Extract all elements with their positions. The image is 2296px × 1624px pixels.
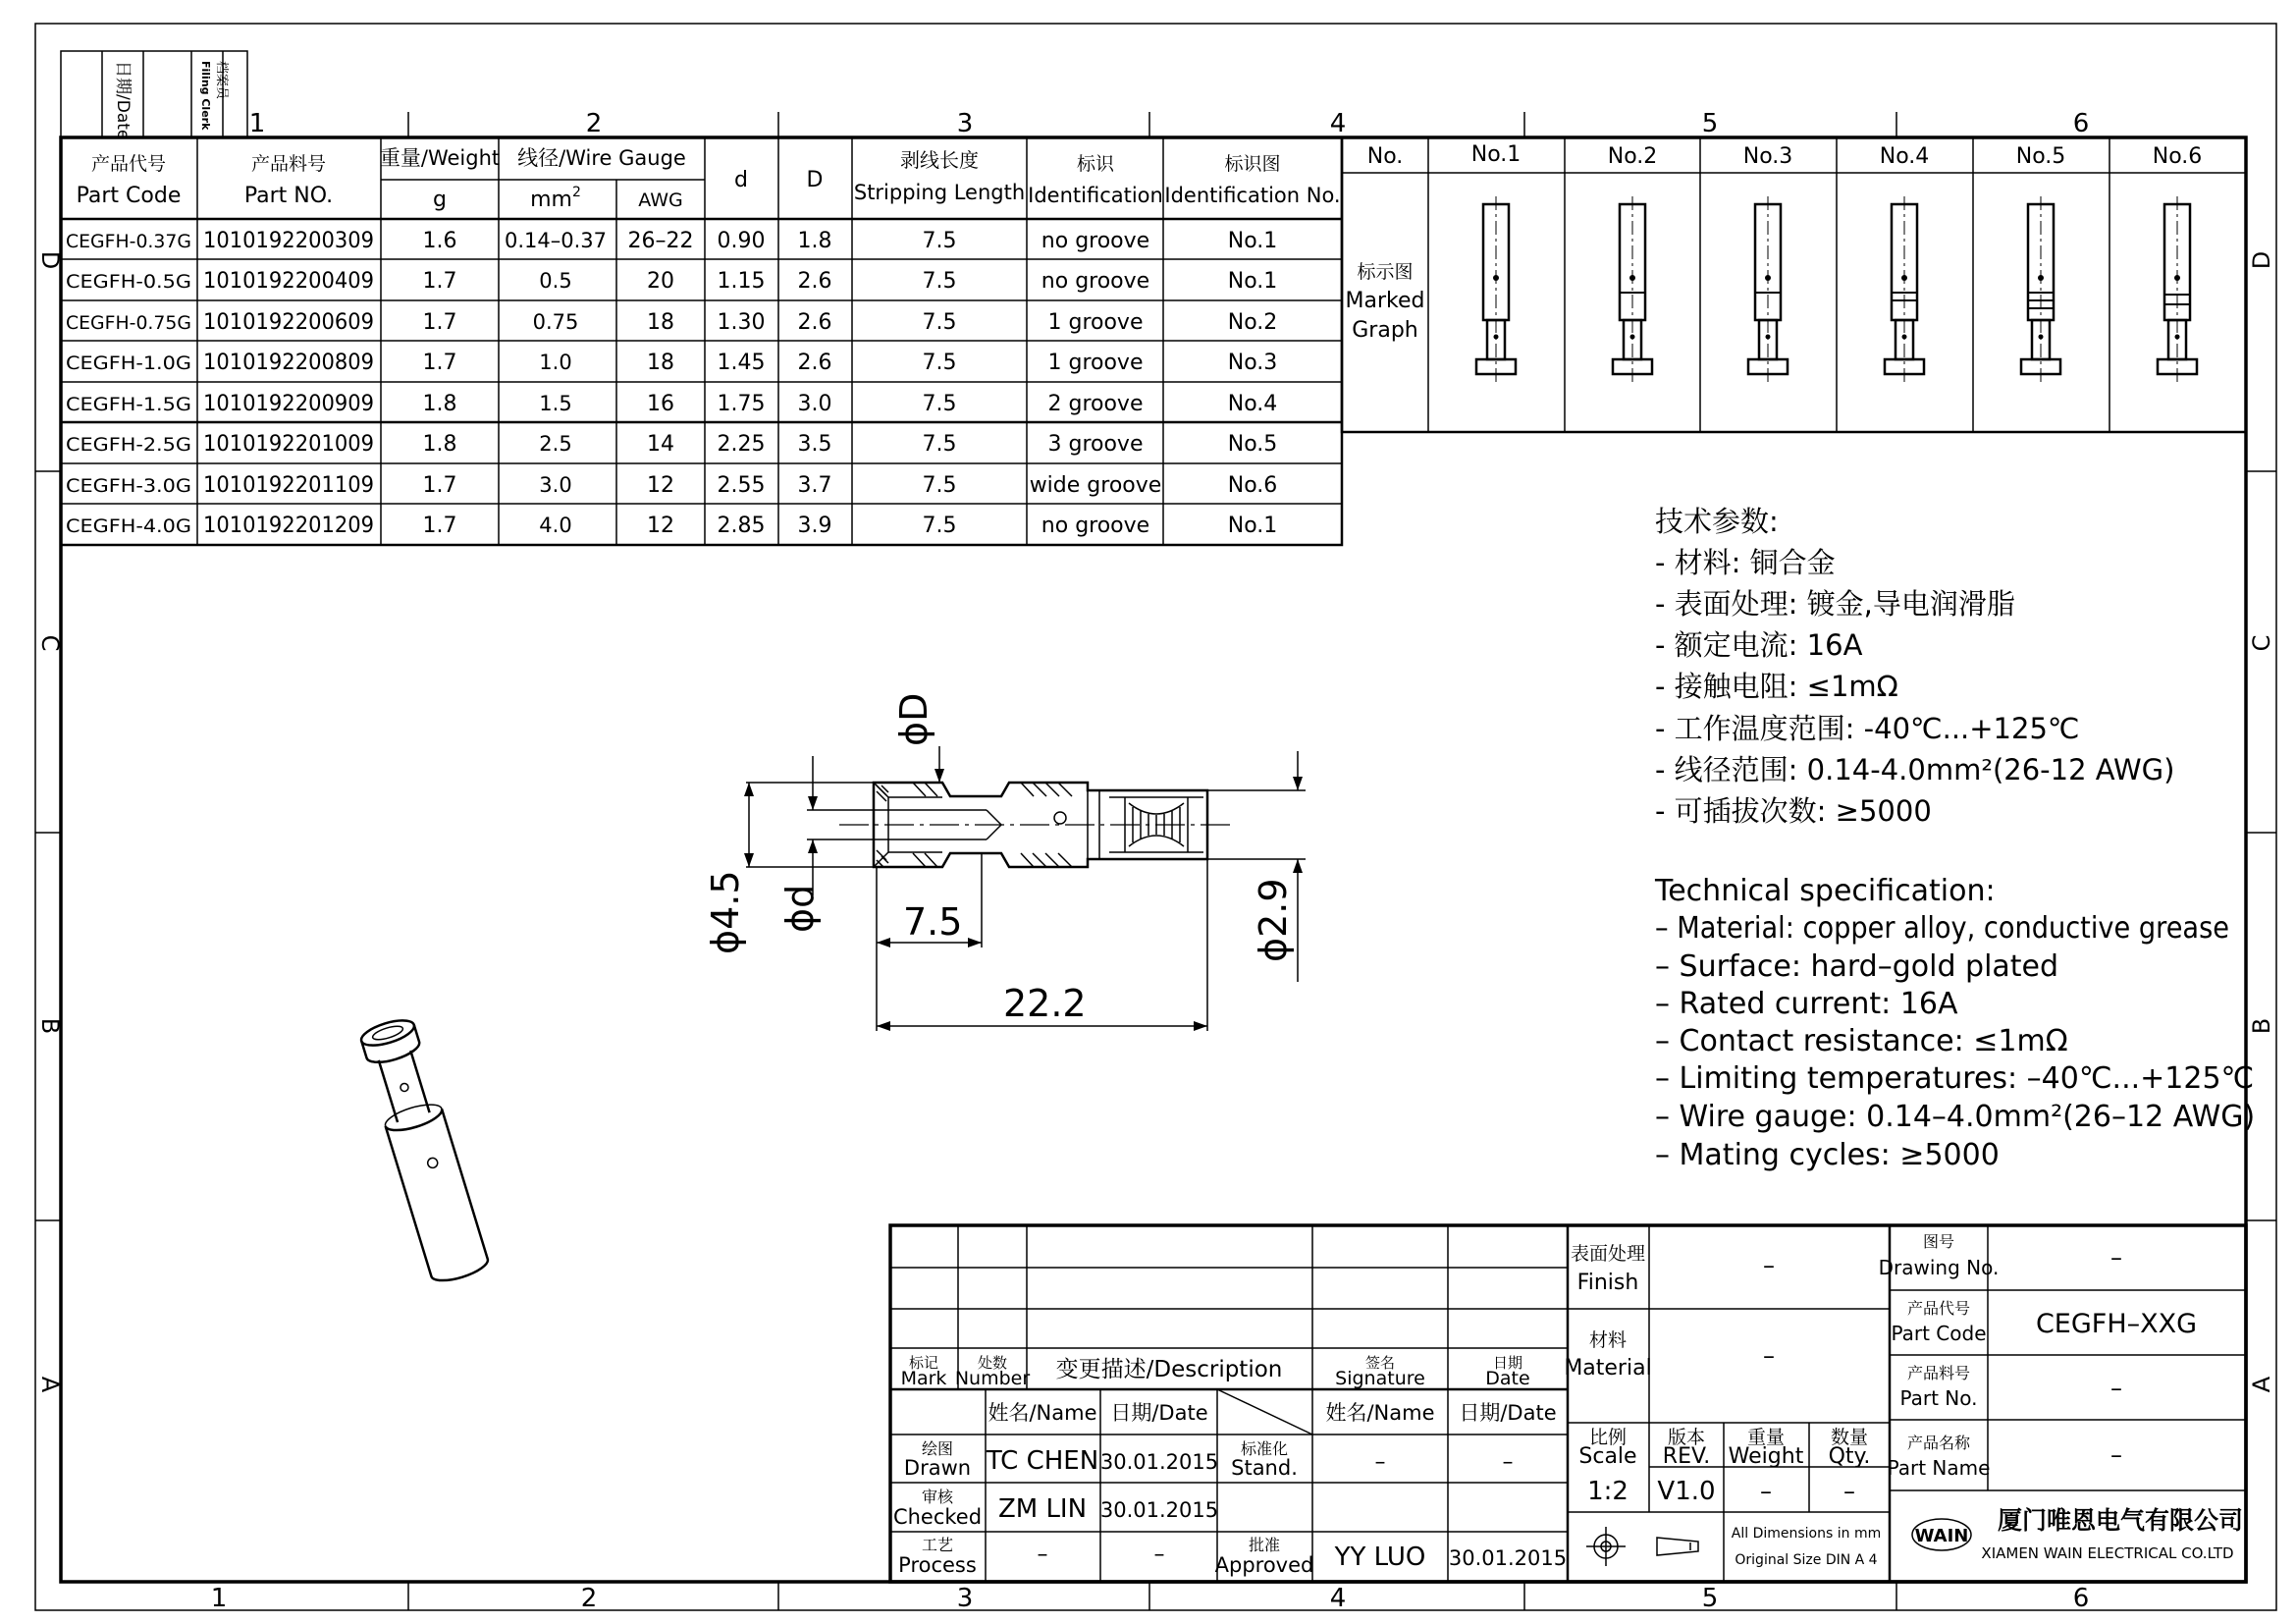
table-cell: wide groove (1029, 472, 1162, 498)
marked-header-2: No.2 (1607, 144, 1658, 169)
marked-pin-4 (1885, 196, 1924, 383)
table-cell: 1010192200309 (203, 228, 374, 253)
zone-row-b-right: B (2248, 1017, 2275, 1035)
tb-date-en: Date (1485, 1368, 1530, 1389)
table-cell: 7.5 (922, 228, 957, 253)
table-cell: 2.55 (717, 472, 766, 498)
zone-col-3-top: 3 (956, 109, 974, 138)
table-cell: CEGFH-0.75G (66, 311, 191, 334)
table-cell: CEGFH-4.0G (66, 514, 191, 537)
tb-partname-en: Part Name (1887, 1456, 1991, 1480)
zone-col-6-bottom: 6 (2072, 1584, 2090, 1613)
table-cell: 7.5 (922, 350, 957, 375)
tb-material-value: – (1763, 1342, 1775, 1370)
tb-approved-en: Approved (1214, 1553, 1314, 1577)
tb-stand-date: – (1502, 1450, 1514, 1475)
tech-en-3: – Rated current: 16A (1655, 987, 1958, 1021)
table-row (66, 310, 1277, 335)
table-cell: 0.14–0.37 (504, 228, 608, 252)
table-cell: 4.0 (539, 513, 572, 537)
dim-222: 22.2 (1003, 982, 1087, 1025)
tb-partname-value: – (2110, 1441, 2122, 1469)
zone-ticks-top (408, 112, 1896, 137)
tb-checked-en: Checked (892, 1505, 983, 1529)
table-cell: 1.7 (422, 350, 457, 375)
table-cell: CEGFH-0.5G (66, 270, 191, 293)
table-cell: 1010192200909 (203, 391, 374, 416)
table-cell: 3.7 (797, 472, 832, 498)
zone-col-1-bottom: 1 (210, 1584, 228, 1613)
table-cell: 7.5 (922, 309, 957, 335)
tech-cn-5: - 工作温度范围: -40℃...+125℃ (1655, 712, 2080, 745)
tb-checked-date: 30.01.2015 (1099, 1498, 1219, 1522)
table-cell: No.2 (1227, 309, 1278, 335)
marked-pin-5 (2021, 196, 2060, 383)
tech-en-5: – Limiting temperatures: –40℃...+125℃ (1655, 1061, 2255, 1096)
tb-finish-en: Finish (1576, 1271, 1639, 1295)
tb-partname-cn: 产品名称 (1906, 1434, 1971, 1452)
filing-clerk-en: Filing Clerk (199, 61, 212, 131)
hdr-part-no-cn: 产品料号 (250, 153, 327, 175)
tb-stand-cn: 标准化 (1240, 1439, 1289, 1458)
tb-partcode-value: CEGFH–XXG (2035, 1309, 2198, 1339)
tb-description: 变更描述/Description (1055, 1357, 1283, 1382)
table-cell: 3.5 (797, 431, 832, 457)
zone-ticks-bottom (408, 1582, 1896, 1610)
tb-signature-cn: 签名 (1364, 1354, 1396, 1372)
zone-col-4-bottom: 4 (1329, 1584, 1347, 1613)
table-cell: 7.5 (922, 513, 957, 538)
table-row (66, 229, 1277, 253)
marked-pin-3 (1748, 196, 1788, 383)
table-cell: 3 groove (1047, 431, 1144, 457)
hdr-weight-unit: g (433, 188, 447, 212)
tb-partcode-cn: 产品代号 (1906, 1299, 1971, 1318)
table-cell: No.1 (1227, 228, 1278, 253)
tech-en-7: – Mating cycles: ≥5000 (1655, 1138, 2000, 1172)
table-cell: 0.90 (717, 228, 766, 253)
table-cell: 2.6 (797, 309, 832, 335)
company-name-cn: 厦门唯恩电气有限公司 (1997, 1506, 2244, 1535)
table-cell: 1.30 (717, 309, 766, 335)
tech-en-1: – Material: copper alloy, conductive grease (1655, 911, 2229, 946)
tech-cn-1: - 材料: 铜合金 (1655, 546, 1836, 579)
filing-box (61, 51, 247, 139)
table-cell: 1.8 (422, 431, 457, 457)
zone-col-6-top: 6 (2072, 109, 2090, 138)
tb-qty-cn: 数量 (1830, 1427, 1869, 1448)
table-cell: 2 groove (1047, 391, 1144, 416)
table-cell: 0.5 (539, 268, 572, 293)
tech-cn-6: - 线径范围: 0.14-4.0mm²(26-12 AWG) (1655, 753, 2175, 786)
table-cell: No.3 (1227, 350, 1278, 375)
table-cell: No.1 (1227, 513, 1278, 538)
marked-pin-1 (1476, 196, 1516, 383)
table-row (66, 432, 1277, 457)
marked-header-4: No.4 (1879, 144, 1930, 169)
table-cell: 12 (647, 513, 674, 538)
table-row (66, 514, 1277, 538)
dim-75: 7.5 (903, 900, 963, 944)
table-cell: 1.8 (422, 391, 457, 416)
tb-rev-value: V1.0 (1657, 1477, 1716, 1506)
table-cell: 20 (647, 268, 674, 294)
tb-name-hdr-2: 姓名/Name (1325, 1401, 1435, 1425)
zone-row-c-right: C (2248, 634, 2275, 652)
tb-partcode-en: Part Code (1891, 1322, 1987, 1345)
zone-col-2-top: 2 (585, 109, 603, 138)
table-cell: 3.0 (539, 472, 572, 497)
table-cell: 1010192200409 (203, 268, 374, 294)
tb-scale-cn: 比例 (1588, 1427, 1628, 1448)
marked-header-5: No.5 (2015, 144, 2066, 169)
hdr-part-code-en: Part Code (76, 184, 182, 208)
zone-row-b-left: B (36, 1017, 64, 1035)
hdr-part-code-cn: 产品代号 (90, 153, 167, 175)
marked-graph-table (1342, 137, 2246, 432)
marked-header-1: No.1 (1470, 142, 1522, 167)
hdr-part-no-en: Part NO. (243, 184, 334, 208)
table-cell: CEGFH-2.5G (66, 433, 191, 456)
tb-rev-en: REV. (1662, 1444, 1711, 1469)
tb-mark-en: Mark (900, 1368, 947, 1389)
tech-cn-0: 技术参数: (1655, 505, 1779, 538)
table-cell: 7.5 (922, 391, 957, 416)
tb-drawn-name: TC CHEN (986, 1446, 1099, 1476)
table-cell: 1.0 (539, 350, 572, 374)
table-cell: 1.45 (717, 350, 766, 375)
zone-row-c-left: C (36, 634, 64, 652)
tb-partno-value: – (2110, 1375, 2122, 1402)
hdr-identno-en: Identification No. (1164, 184, 1341, 207)
table-cell: 7.5 (922, 268, 957, 294)
tech-en-0: Technical specification: (1655, 874, 1996, 908)
table-cell: no groove (1041, 228, 1150, 253)
table-cell: 1.15 (717, 268, 766, 294)
marked-header-3: No.3 (1742, 144, 1793, 169)
dim-phiD: ϕD (892, 692, 935, 746)
zone-row-d-left: D (36, 250, 64, 270)
tech-cn-3: - 额定电流: 16A (1655, 628, 1863, 662)
table-cell: 1.7 (422, 268, 457, 294)
dim-phi45: ϕ4.5 (704, 870, 747, 954)
marked-pin-2 (1613, 196, 1652, 383)
table-cell: 18 (647, 350, 674, 375)
tb-finish-value: – (1763, 1252, 1775, 1279)
tech-cn-4: - 接触电阻: ≤1mΩ (1655, 670, 1898, 703)
tb-qty-value: – (1843, 1478, 1855, 1505)
tb-stand-name: – (1374, 1450, 1386, 1475)
table-cell: 12 (647, 472, 674, 498)
tb-number-en: Number (954, 1368, 1031, 1389)
hdr-ident-en: Identification (1028, 184, 1163, 207)
table-cell: No.6 (1227, 472, 1278, 498)
hdr-identno-cn: 标识图 (1224, 153, 1281, 175)
tb-rev-cn: 版本 (1667, 1427, 1706, 1448)
table-cell: 14 (647, 431, 674, 457)
zone-row-d-right: D (2248, 250, 2275, 270)
tb-approved-cn: 批准 (1248, 1536, 1281, 1554)
tb-process-date: – (1153, 1543, 1165, 1567)
table-cell: CEGFH-3.0G (66, 474, 191, 497)
isometric-pin-view (356, 1015, 490, 1286)
table-cell: 1.7 (422, 513, 457, 538)
hdr-d: d (734, 168, 748, 192)
tb-signature-en: Signature (1335, 1368, 1425, 1389)
table-cell: 1.8 (797, 228, 832, 253)
table-cell: CEGFH-0.37G (66, 230, 191, 252)
marked-label-en2: Graph (1352, 318, 1418, 343)
hdr-weight: 重量/Weight (379, 146, 501, 170)
table-cell: 16 (647, 391, 674, 416)
tb-process-name: – (1037, 1543, 1048, 1567)
filing-clerk-cn: 档案员 (214, 61, 229, 100)
table-cell: 2.6 (797, 350, 832, 375)
tb-scale-value: 1:2 (1587, 1477, 1629, 1506)
zone-col-4-top: 4 (1329, 109, 1347, 138)
table-row (66, 269, 1277, 294)
tb-date-hdr-1: 日期/Date (1110, 1401, 1208, 1425)
table-cell: 1010192201109 (203, 472, 374, 498)
table-cell: 1.7 (422, 309, 457, 335)
table-row (66, 473, 1277, 498)
tb-qty-en: Qty. (1828, 1444, 1871, 1469)
table-cell: 0.75 (532, 309, 579, 334)
tb-date-hdr-2: 日期/Date (1459, 1401, 1557, 1425)
table-row (66, 392, 1277, 416)
zone-col-5-bottom: 5 (1701, 1584, 1719, 1613)
dim-phid: ϕd (778, 884, 822, 933)
tb-number-cn: 处数 (977, 1354, 1008, 1372)
hdr-strip-cn: 剥线长度 (900, 148, 979, 172)
marked-no-header: No. (1366, 144, 1404, 169)
table-cell: No.1 (1227, 268, 1278, 294)
tb-mark-cn: 标记 (908, 1354, 939, 1372)
tb-partno-en: Part No. (1899, 1386, 1978, 1410)
table-cell: No.5 (1227, 431, 1278, 457)
tb-dims-note-1: All Dimensions in mm (1731, 1526, 1882, 1542)
zone-col-5-top: 5 (1701, 109, 1719, 138)
tb-weight-value: – (1760, 1478, 1772, 1505)
tb-approved-date: 30.01.2015 (1448, 1546, 1568, 1570)
tech-cn-7: - 可插拔次数: ≥5000 (1655, 794, 1932, 828)
table-cell: 2.85 (717, 513, 766, 538)
dim-phi29: ϕ2.9 (1252, 878, 1295, 962)
tb-process-en: Process (898, 1553, 977, 1577)
table-cell: No.4 (1227, 391, 1278, 416)
tb-weight-cn: 重量 (1746, 1427, 1786, 1448)
tb-drawn-en: Drawn (903, 1456, 972, 1480)
table-cell: 1010192200809 (203, 350, 374, 375)
company-name-en: XIAMEN WAIN ELECTRICAL CO.LTD (1981, 1544, 2234, 1562)
marked-pin-6 (2158, 196, 2197, 383)
table-cell: 1.5 (539, 391, 572, 415)
tb-drawingno-cn: 图号 (1922, 1232, 1955, 1251)
table-cell: 1 groove (1047, 309, 1144, 335)
marked-label-en1: Marked (1345, 289, 1425, 313)
table-cell: 2.6 (797, 268, 832, 294)
table-cell: 1.75 (717, 391, 766, 416)
table-row (66, 351, 1277, 375)
tb-drawingno-value: – (2110, 1244, 2122, 1272)
table-cell: CEGFH-1.5G (66, 393, 191, 415)
tb-drawn-cn: 绘图 (921, 1439, 954, 1458)
table-cell: 3.9 (797, 513, 832, 538)
table-cell: no groove (1041, 268, 1150, 294)
tb-drawingno-en: Drawing No. (1878, 1256, 2000, 1279)
tb-dims-note-2: Original Size DIN A 4 (1735, 1552, 1878, 1568)
tech-en-4: – Contact resistance: ≤1mΩ (1655, 1024, 2068, 1058)
tb-date-cn: 日期 (1492, 1354, 1523, 1372)
hdr-gauge-mm: $mm^2$ (530, 185, 581, 212)
marked-header-6: No.6 (2152, 144, 2203, 169)
tech-en-6: – Wire gauge: 0.14–4.0mm²(26–12 AWG) (1655, 1100, 2256, 1134)
hdr-gauge: 线径/Wire Gauge (517, 146, 686, 170)
table-cell: CEGFH-1.0G (66, 352, 191, 374)
table-cell: 26–22 (627, 228, 694, 253)
table-cell: 1.6 (422, 228, 457, 253)
table-cell: 1.7 (422, 472, 457, 498)
hdr-strip-en: Stripping Length (853, 181, 1026, 204)
table-cell: 1010192201009 (203, 431, 374, 457)
tb-partno-cn: 产品料号 (1906, 1364, 1971, 1382)
tech-cn-2: - 表面处理: 镀金,导电润滑脂 (1655, 587, 2015, 621)
table-cell: 3.0 (797, 391, 832, 416)
tb-finish-cn: 表面处理 (1570, 1243, 1646, 1265)
filing-date-label: 日期/Date (113, 61, 133, 140)
table-cell: 1 groove (1047, 350, 1144, 375)
table-cell: 1010192201209 (203, 513, 374, 538)
table-cell: 1010192200609 (203, 309, 374, 335)
tb-process-cn: 工艺 (921, 1536, 954, 1554)
hdr-ident-cn: 标识 (1076, 153, 1115, 175)
tb-material-cn: 材料 (1588, 1329, 1628, 1351)
tb-checked-cn: 审核 (921, 1488, 954, 1506)
table-cell: no groove (1041, 513, 1150, 538)
tb-scale-en: Scale (1578, 1444, 1637, 1469)
hdr-gauge-awg: AWG (638, 189, 683, 211)
zone-col-2-bottom: 2 (580, 1584, 598, 1613)
table-cell: 2.5 (539, 431, 572, 456)
table-cell: 18 (647, 309, 674, 335)
tb-name-hdr-1: 姓名/Name (988, 1401, 1097, 1425)
tb-weight-en: Weight (1728, 1444, 1804, 1469)
table-cell: 2.25 (717, 431, 766, 457)
table-cell: 7.5 (922, 431, 957, 457)
tech-en-2: – Surface: hard–gold plated (1655, 949, 2059, 984)
tb-material-en: Material (1564, 1356, 1652, 1380)
zone-row-a-right: A (2248, 1376, 2275, 1393)
company-logo: WAIN (1914, 1526, 1969, 1546)
tb-stand-en: Stand. (1231, 1456, 1298, 1480)
tb-approved-name: YY LUO (1334, 1543, 1426, 1572)
tb-drawn-date: 30.01.2015 (1099, 1450, 1219, 1474)
zone-col-3-bottom: 3 (956, 1584, 974, 1613)
table-cell: 7.5 (922, 472, 957, 498)
zone-row-a-left: A (36, 1376, 64, 1393)
spec-table-rows (66, 229, 1277, 538)
marked-label-cn: 标示图 (1357, 261, 1414, 283)
hdr-D: D (806, 168, 824, 192)
zone-col-1-top: 1 (248, 109, 266, 138)
tb-checked-name: ZM LIN (997, 1494, 1088, 1524)
